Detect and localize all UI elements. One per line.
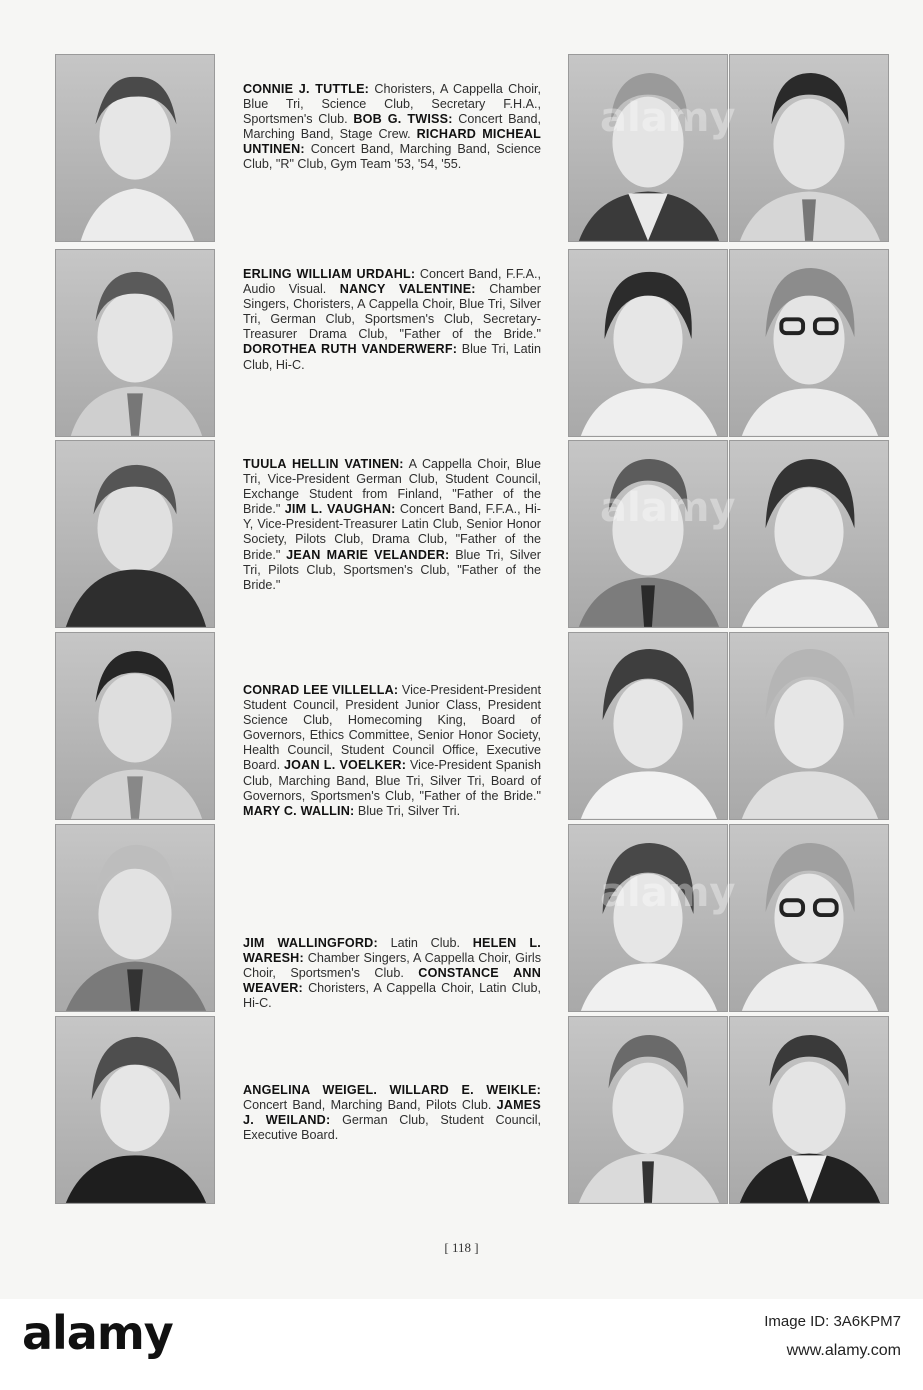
activities-text: Latin Club. bbox=[377, 936, 473, 950]
student-name: RICHARD MICHEAL UNTINEN: bbox=[243, 127, 541, 157]
portrait-photo-right-2a bbox=[568, 249, 728, 437]
student-name: JIM WALLINGFORD: bbox=[243, 936, 378, 950]
student-name: HELEN L. WARESH: bbox=[243, 936, 541, 966]
portrait-photo-right-5b bbox=[729, 824, 889, 1012]
portrait-photo-right-6b bbox=[729, 1016, 889, 1204]
portrait-photo-right-4b bbox=[729, 632, 889, 820]
activities-text: A Cappella Choir, Blue Tri, Vice-President German Club, Student Council, Exchange Student from Finland, "Father of the Bride." bbox=[243, 457, 541, 517]
portrait-photo-right-1b bbox=[729, 54, 889, 242]
student-name: DOROTHEA RUTH VANDERWERF: bbox=[243, 342, 458, 357]
activities-text: Blue Tri, Silver Tri, Pilots Club, Sportsmen's Club, "Father of the Bride." bbox=[243, 547, 542, 592]
page-number: [ 118 ] bbox=[444, 1240, 479, 1255]
student-name: JEAN MARIE VELANDER: bbox=[286, 547, 450, 562]
portrait-photo-right-3b bbox=[729, 440, 889, 628]
student-name: ERLING WILLIAM URDAHL: bbox=[243, 267, 416, 281]
student-name: JIM L. VAUGHAN: bbox=[284, 502, 396, 517]
activities-text: Blue Tri, Latin Club, Hi-C. bbox=[243, 342, 541, 372]
activities-text: Concert Band, F.F.A., Audio Visual. bbox=[243, 267, 541, 297]
alamy-logo: alamy bbox=[22, 1306, 173, 1360]
student-name: CONSTANCE ANN WEAVER: bbox=[243, 966, 541, 996]
activities-text: Concert Band, F.F.A., Hi-Y, Vice-President-Treasurer Latin Club, Senior Honor Society, Pilots Club, Drama Club, "Father of the Bride." bbox=[243, 502, 541, 562]
student-name: MARY C. WALLIN: bbox=[243, 803, 355, 818]
watermark: alamy bbox=[600, 870, 736, 916]
activities-text: Concert Band, Marching Band, Pilots Club. bbox=[243, 1098, 497, 1113]
entry-text-6 bbox=[243, 1083, 541, 1143]
activities-text: Chamber Singers, Choristers, A Cappella Choir, Blue Tri, Silver Tri, German Club, Sportsmen's Club, Secretary-Treasurer Drama Club, "Father of the Bride." bbox=[243, 282, 541, 342]
activities-text: Vice-President-President Student Council, President Junior Class, President Science Club, Homecoming King, Board of Governors, Ethics Committee, Senior Honor Society, Health Council, Student Council Office, Executive Board. bbox=[243, 683, 541, 773]
activities-text: Concert Band, Marching Band, Stage Crew. bbox=[243, 112, 541, 142]
portrait-photo-right-3a bbox=[568, 440, 728, 628]
portrait-photo-left-3 bbox=[55, 440, 215, 628]
portrait-photo-right-5a bbox=[568, 824, 728, 1012]
student-name: NANCY VALENTINE: bbox=[339, 282, 476, 297]
entry-text-5 bbox=[243, 936, 541, 1011]
entry-text-4 bbox=[243, 683, 541, 819]
activities-text: Choristers, A Cappella Choir, Latin Club, Hi-C. bbox=[243, 981, 541, 1011]
watermark: alamy bbox=[600, 95, 736, 141]
activities-text bbox=[377, 1083, 389, 1097]
portrait-photo-left-2 bbox=[55, 249, 215, 437]
activities-text: Chamber Singers, A Cappella Choir, Girls Choir, Sportsmen's Club. bbox=[243, 951, 541, 981]
student-name: CONNIE J. TUTTLE: bbox=[243, 82, 370, 96]
site-url: www.alamy.com bbox=[786, 1342, 901, 1359]
portrait-photo-left-6 bbox=[55, 1016, 215, 1204]
portrait-photo-right-2b bbox=[729, 249, 889, 437]
portrait-photo-right-6a bbox=[568, 1016, 728, 1204]
activities-text: Choristers, A Cappella Choir, Blue Tri, Science Club, Secretary F.H.A., Sportsmen's Club. bbox=[243, 82, 541, 127]
activities-text: Blue Tri, Silver Tri. bbox=[354, 803, 461, 818]
student-name: WILLARD E. WEIKLE: bbox=[389, 1083, 542, 1097]
entry-text-2 bbox=[243, 267, 541, 373]
entry-text-1 bbox=[243, 82, 541, 173]
activities-text: Concert Band, Marching Band, Science Club, "R" Club, Gym Team '53, '54, '55. bbox=[243, 142, 541, 172]
portrait-photo-left-4 bbox=[55, 632, 215, 820]
entry-text-3 bbox=[243, 457, 541, 593]
student-name: BOB G. TWISS: bbox=[353, 112, 453, 127]
activities-text: German Club, Student Council, Executive Board. bbox=[243, 1113, 541, 1143]
activities-text: Vice-President Spanish Club, Marching Band, Blue Tri, Silver Tri, Board of Governors, Sportsmen's Club, "Father of the Bride." bbox=[243, 758, 542, 803]
portrait-photo-left-5 bbox=[55, 824, 215, 1012]
watermark: alamy bbox=[600, 485, 736, 531]
student-name: CONRAD LEE VILLELLA: bbox=[243, 683, 399, 697]
student-name: JOAN L. VOELKER: bbox=[283, 758, 407, 773]
student-name: ANGELINA WEIGEL. bbox=[243, 1083, 378, 1097]
student-name: JAMES J. WEILAND: bbox=[243, 1098, 541, 1128]
student-name: TUULA HELLIN VATINEN: bbox=[243, 457, 404, 471]
image-id-label: Image ID: 3A6KPM7 bbox=[764, 1313, 901, 1330]
portrait-photo-right-4a bbox=[568, 632, 728, 820]
portrait-photo-right-1a bbox=[568, 54, 728, 242]
portrait-photo-left-1 bbox=[55, 54, 215, 242]
